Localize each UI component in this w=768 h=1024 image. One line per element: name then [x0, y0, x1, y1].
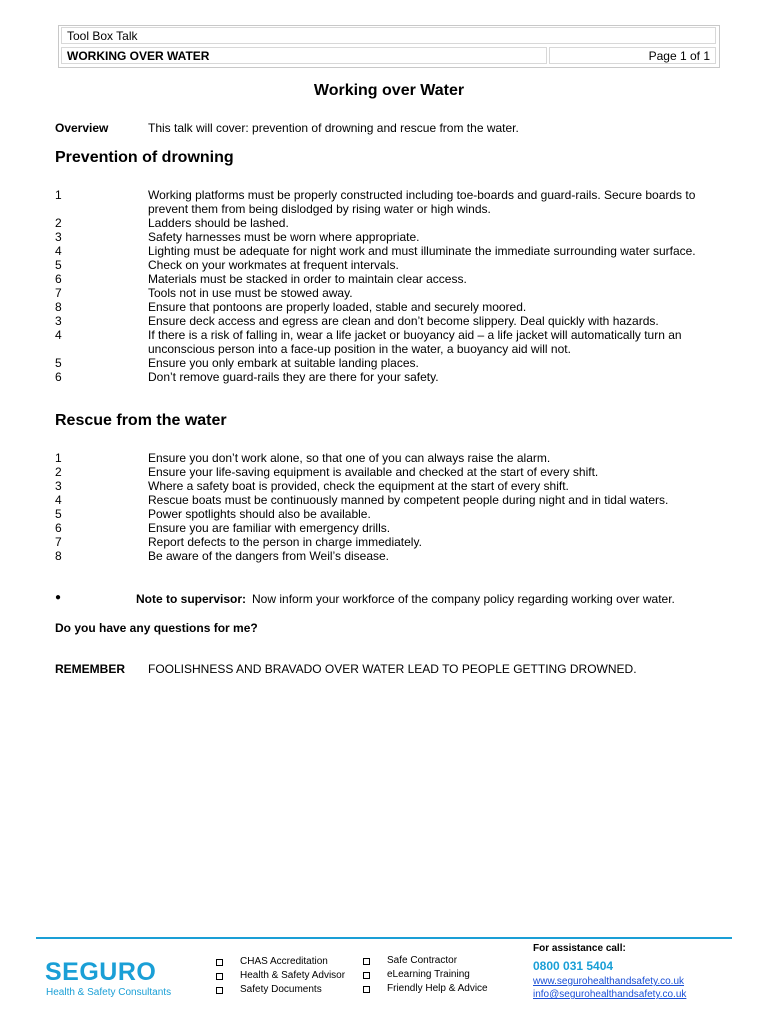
- remember-text: FOOLISHNESS AND BRAVADO OVER WATER LEAD TO PEOPLE GETTING DROWNED.: [148, 662, 637, 676]
- service-item: [363, 968, 488, 982]
- list-item-text: Check on your workmates at frequent intervals.: [148, 258, 399, 272]
- list-item-number: 3: [55, 479, 62, 493]
- service-item: [216, 983, 345, 997]
- list-item-number: 8: [55, 549, 62, 563]
- list-item-text: Safety harnesses must be worn where appropriate.: [148, 230, 420, 244]
- header-subject: WORKING OVER WATER: [61, 47, 547, 64]
- list-item-text: Ensure you are familiar with emergency drills.: [148, 521, 391, 535]
- list-item-text: Be aware of the dangers from Weil’s disease.: [148, 549, 390, 563]
- checkbox-square-icon: [363, 986, 370, 993]
- list-item-text: Ladders should be lashed.: [148, 216, 289, 230]
- list-item-number: 5: [55, 507, 62, 521]
- checkbox-square-icon: [216, 973, 223, 980]
- rescue-heading: Rescue from the water: [55, 412, 227, 429]
- prevention-list: [55, 188, 735, 384]
- assistance-label: For assistance call:: [533, 943, 626, 954]
- service-label: Friendly Help & Advice: [387, 983, 488, 994]
- list-item-text: Ensure your life-saving equipment is available and checked at the start of every shift.: [148, 465, 599, 479]
- list-item: [55, 507, 735, 521]
- service-label: Health & Safety Advisor: [240, 970, 346, 981]
- list-item-text: Ensure you only embark at suitable landing places.: [148, 356, 419, 370]
- list-item-number: 4: [55, 244, 62, 258]
- checkbox-square-icon: [363, 958, 370, 965]
- list-item-text: Report defects to the person in charge immediately.: [148, 535, 422, 549]
- header-category: Tool Box Talk: [61, 27, 716, 44]
- prevention-heading: Prevention of drowning: [55, 149, 234, 166]
- list-item: [55, 272, 735, 286]
- service-item: [363, 954, 488, 968]
- list-item-text: Ensure you don’t work alone, so that one of you can always raise the alarm.: [148, 451, 551, 465]
- list-item: [55, 521, 735, 535]
- list-item: [55, 493, 735, 507]
- list-item: [55, 535, 735, 549]
- list-item: [55, 479, 735, 493]
- service-label: Safety Documents: [240, 984, 322, 995]
- service-item: [216, 969, 345, 983]
- list-item-number: 1: [55, 188, 62, 202]
- list-item-number: 6: [55, 370, 62, 384]
- footer-divider: [36, 937, 732, 939]
- list-item-text: If there is a risk of falling in, wear a life jacket or buoyancy aid – a life jacket will automatically turn an unconscious person into a face-up position in the water, a buoyancy aid will not.: [148, 328, 682, 356]
- list-item: [55, 314, 735, 328]
- logo-tagline: Health & Safety Consultants: [46, 987, 172, 998]
- services-column-1: [216, 955, 345, 997]
- checkbox-square-icon: [363, 972, 370, 979]
- list-item: [55, 244, 735, 258]
- list-item-text: Don’t remove guard-rails they are there for your safety.: [148, 370, 439, 384]
- service-item: [216, 955, 345, 969]
- list-item-number: 5: [55, 258, 62, 272]
- note-label: Note to supervisor:: [136, 592, 247, 606]
- list-item-text: Working platforms must be properly constructed including toe-boards and guard-rails. Secure boards to prevent them from being dislodged by rising water or high winds.: [148, 188, 696, 216]
- supervisor-note: [136, 592, 675, 606]
- list-item: [55, 230, 735, 244]
- list-item-number: 5: [55, 356, 62, 370]
- list-item-text: Power spotlights should also be available.: [148, 507, 371, 521]
- list-item-number: 6: [55, 521, 62, 535]
- list-item-number: 6: [55, 272, 62, 286]
- list-item: [55, 356, 735, 370]
- list-item-text: Tools not in use must be stowed away.: [148, 286, 353, 300]
- list-item: [55, 465, 735, 479]
- list-item: [55, 451, 735, 465]
- list-item-number: 3: [55, 230, 62, 244]
- remember-label: REMEMBER: [55, 662, 126, 676]
- overview-label: Overview: [55, 121, 109, 135]
- list-item-text: Rescue boats must be continuously manned by competent people during night and in tidal waters.: [148, 493, 669, 507]
- note-bullet: ●: [55, 592, 62, 603]
- question-prompt: Do you have any questions for me?: [55, 621, 258, 635]
- list-item-number: 3: [55, 314, 62, 328]
- checkbox-square-icon: [216, 959, 223, 966]
- service-label: eLearning Training: [387, 969, 470, 980]
- website-link[interactable]: www.segurohealthandsafety.co.uk: [533, 976, 685, 987]
- note-text: Now inform your workforce of the company policy regarding working over water.: [252, 592, 675, 606]
- document-title: Working over Water: [313, 82, 465, 99]
- header-page-number: Page 1 of 1: [549, 47, 716, 64]
- email-link[interactable]: info@segurohealthandsafety.co.uk: [533, 989, 687, 1000]
- list-item-text: Ensure that pontoons are properly loaded, stable and securely moored.: [148, 300, 527, 314]
- list-item-number: 8: [55, 300, 62, 314]
- service-label: Safe Contractor: [387, 955, 458, 966]
- list-item-text: Ensure deck access and egress are clean and don’t become slippery. Deal quickly with hazards.: [148, 314, 659, 328]
- list-item-text: Where a safety boat is provided, check the equipment at the start of every shift.: [148, 479, 569, 493]
- list-item-number: 2: [55, 216, 62, 230]
- list-item-text: Lighting must be adequate for night work and must illuminate the immediate surrounding water surface.: [148, 244, 696, 258]
- list-item-number: 1: [55, 451, 62, 465]
- list-item: [55, 328, 735, 356]
- list-item: [55, 286, 735, 300]
- list-item: [55, 370, 735, 384]
- list-item: [55, 188, 735, 216]
- overview-text: This talk will cover: prevention of drowning and rescue from the water.: [148, 121, 519, 135]
- document-header: [58, 25, 720, 68]
- list-item-text: Materials must be stacked in order to maintain clear access.: [148, 272, 467, 286]
- checkbox-square-icon: [216, 987, 223, 994]
- list-item: [55, 300, 735, 314]
- rescue-list: [55, 451, 735, 563]
- service-item: [363, 982, 488, 996]
- list-item-number: 4: [55, 328, 62, 342]
- service-label: CHAS Accreditation: [240, 956, 328, 967]
- seguro-logo: SEGURO: [45, 958, 157, 986]
- list-item-number: 7: [55, 286, 62, 300]
- services-column-2: [363, 954, 488, 996]
- list-item-number: 7: [55, 535, 62, 549]
- list-item: [55, 258, 735, 272]
- list-item: [55, 549, 735, 563]
- list-item-number: 4: [55, 493, 62, 507]
- list-item: [55, 216, 735, 230]
- phone-number: 0800 031 5404: [533, 959, 614, 973]
- list-item-number: 2: [55, 465, 62, 479]
